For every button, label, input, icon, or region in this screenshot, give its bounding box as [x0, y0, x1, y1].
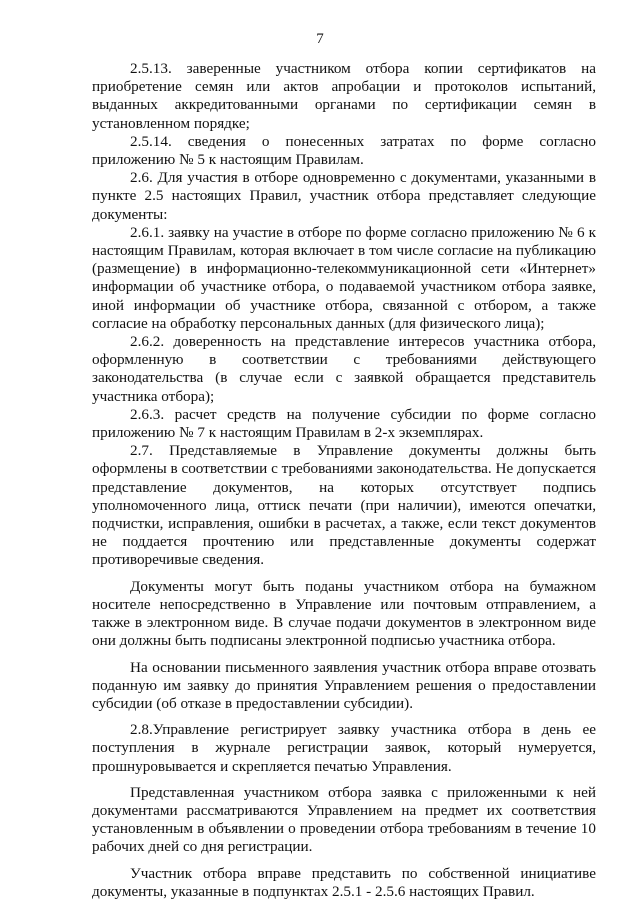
paragraph-2-6-2: 2.6.2. доверенность на представление интересов участника отбора, оформленную в соответствии с требованиями действующего законодательства (в случае если с заявкой обращается представитель участника отбора);	[92, 333, 596, 405]
paragraph-application-review: Представленная участником отбора заявка с приложенными к ней документами рассматриваются Управлением на предмет их соответствия установленным в объявлении о проведении отбора требованиям в течение 10 рабочих дней со дня регистрации.	[92, 783, 596, 856]
paragraph-document-submission: Документы могут быть поданы участником отбора на бумажном носителе непосредственно в Управление или почтовым отправлением, а также в электронном виде. В случае подачи документов в электронном виде они должны быть подписаны электронной подписью участника отбора.	[92, 577, 596, 650]
paragraph-2-6-3: 2.6.3. расчет средств на получение субсидии по форме согласно приложению № 7 к настоящим Правилам в 2-х экземплярах.	[92, 405, 596, 442]
paragraph-2-5-13: 2.5.13. заверенные участником отбора копии сертификатов на приобретение семян или актов апробации и протоколов испытаний, выданных аккредитованными органами по сертификации семян в установленном порядке;	[92, 60, 596, 132]
paragraph-own-initiative: Участник отбора вправе представить по собственной инициативе документы, указанные в подпунктах 2.5.1 - 2.5.6 настоящих Правил.	[92, 864, 596, 900]
document-body	[92, 60, 596, 901]
paragraph-application-withdrawal: На основании письменного заявления участник отбора вправе отозвать поданную им заявку до принятия Управлением решения о предоставлении субсидии (об отказе в предоставлении субсидии).	[92, 658, 596, 712]
paragraph-2-8: 2.8.Управление регистрирует заявку участника отбора в день ее поступления в журнале регистрации заявок, который нумеруется, прошнуровывается и скрепляется печатью Управления.	[92, 721, 596, 775]
paragraph-2-5-14: 2.5.14. сведения о понесенных затратах по форме согласно приложению № 5 к настоящим Правилам.	[92, 132, 596, 169]
paragraph-2-6-1: 2.6.1. заявку на участие в отборе по форме согласно приложению № 6 к настоящим Правилам, которая включает в том числе согласие на публикацию (размещение) в информационно-телекоммуникационной сети «Интернет» информации об участнике отбора, о подаваемой участником отбора заявке, иной информации об участнике отбора, связанной с отбором, а также согласие на обработку персональных данных (для физического лица);	[92, 223, 596, 332]
paragraph-2-7: 2.7. Представляемые в Управление документы должны быть оформлены в соответствии с требованиями законодательства. Не допускается представление документов, на которых отсутствует подпись уполномоченного лица, оттиск печати (при наличии), имеются опечатки, подчистки, исправления, ошибки в расчетах, а также, если текст документов не поддается прочтению или представленные документы содержат противоречивые сведения.	[92, 442, 596, 569]
page-number: 7	[316, 31, 324, 47]
paragraph-2-6: 2.6. Для участия в отборе одновременно с документами, указанными в пункте 2.5 настоящих Правил, участник отбора представляет следующие документы:	[92, 169, 596, 223]
